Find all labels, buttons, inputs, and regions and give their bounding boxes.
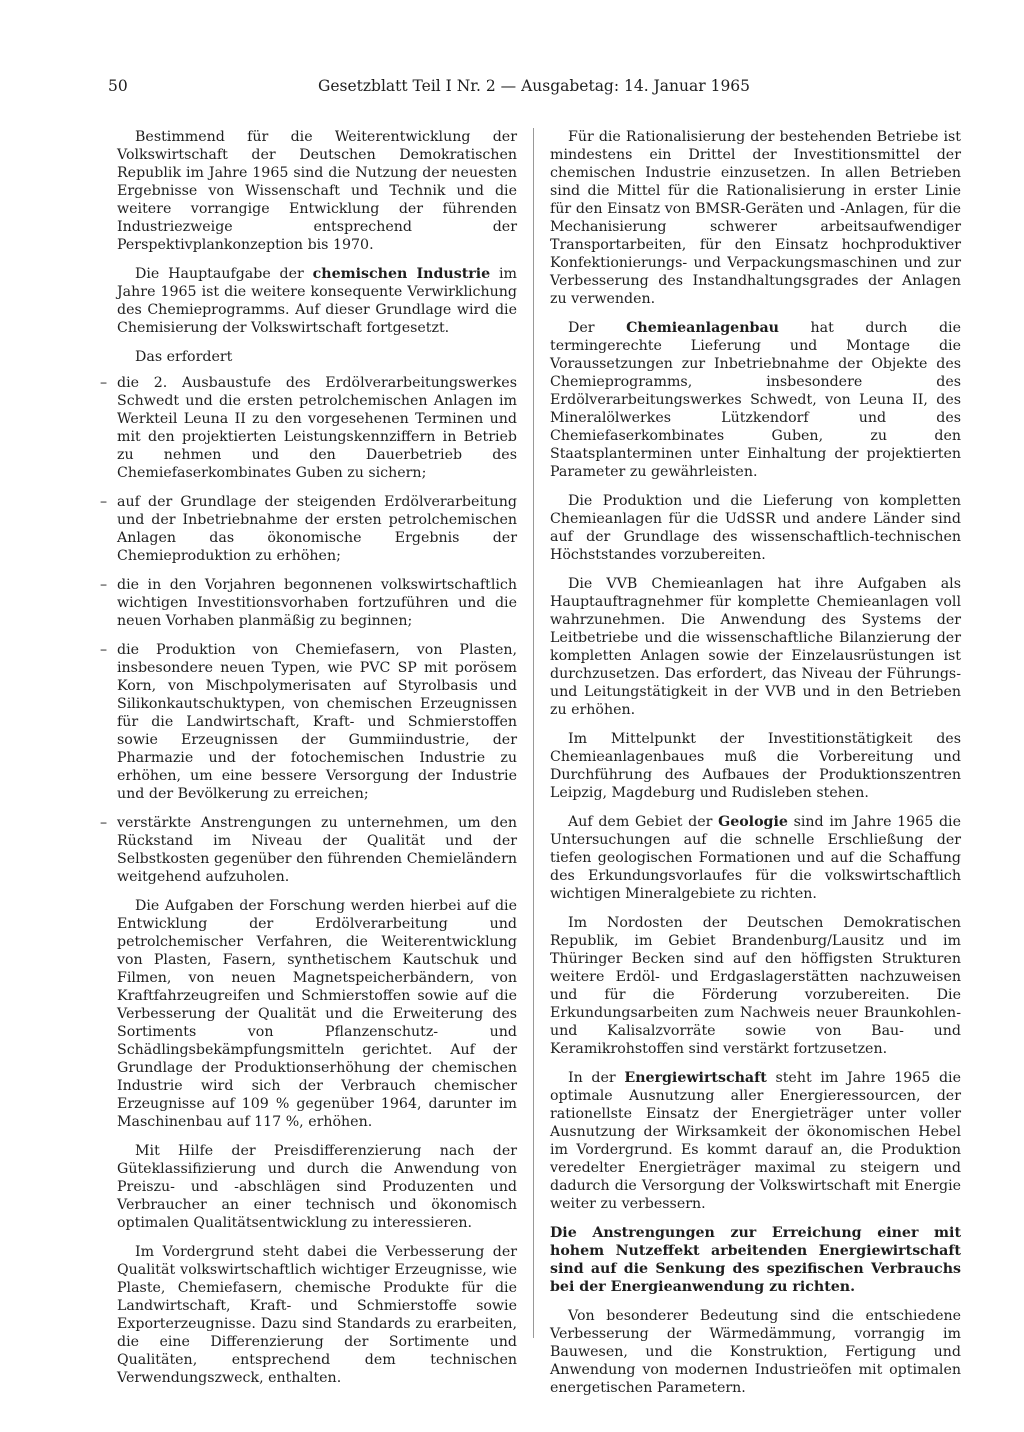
paragraph-geologie: Auf dem Gebiet der Geologie sind im Jahre 1965 die Untersuchungen auf die schnelle Erschließung der tiefen geologischen Formationen und auf die Schaffung des Erkundungsvorlaufes für die volkswirtschaftlich wichtigen Mineralgebiete zu richten.	[550, 814, 961, 902]
paragraph-intro-list: Das erfordert	[135, 349, 233, 365]
paragraph: Im Vordergrund steht dabei die Verbesserung der Qualität volkswirtschaftlich wichtiger Erzeugnisse, wie Plaste, Chemiefasern, chemische Produkte für die Landwirtschaft, Kraft- und Schmierstoffe sowie Exporterzeugnisse. Dazu sind Standards zu erarbeiten, die eine Differenzierung der Sortimente und Qualitäten, entsprechend dem technischen Verwendungszweck, enthalten.	[117, 1244, 517, 1386]
keyword-energiewirtschaft: Energiewirtschaft	[624, 1070, 767, 1086]
paragraph: Im Mittelpunkt der Investitionstätigkeit des Chemieanlagenbaues muß die Vorbereitung und Durchführung des Aufbaues der Produktionszentren Leipzig, Magdeburg und Rudisleben stehen.	[550, 731, 961, 801]
keyword-geologie: Geologie	[718, 814, 788, 830]
list-item: – die in den Vorjahren begonnenen volkswirtschaftlich wichtigen Investitionsvorhaben fortzuführen und die neuen Vorhaben planmäßig zu beginnen;	[117, 576, 517, 630]
list-item: – die Produktion von Chemiefasern, von Plasten, insbesondere neuen Typen, wie PVC SP mit porösem Korn, von Mischpolymerisaten auf Styrolbasis und Silikonkautschuktypen, von chemischen Erzeugnissen für die Landwirtschaft, Kraft- und Schmierstoffen sowie Erzeugnissen der Gummiindustrie, der Pharmazie und der fotochemischen Industrie zu erhöhen, um eine bessere Versorgung der Industrie und der Bevölkerung zu erreichen;	[117, 641, 517, 803]
keyword-chemieanlagenbau: Chemieanlagenbau	[626, 320, 779, 336]
page-header	[108, 73, 960, 99]
page-number: 50	[108, 77, 128, 95]
paragraph: Bestimmend für die Weiterentwicklung der Volkswirtschaft der Deutschen Demokratischen Republik im Jahre 1965 sind die Nutzung der neuesten Ergebnisse von Wissenschaft und Technik und die weitere vorrangige Entwicklung der führenden Industriezweige entsprechend der Perspektivplankonzeption bis 1970.	[117, 129, 517, 253]
list-item: – verstärkte Anstrengungen zu unternehmen, um den Rückstand im Niveau der Qualität und der Selbstkosten gegenüber den führenden Chemieländern weitgehend aufzuholen.	[117, 814, 517, 886]
paragraph: Von besonderer Bedeutung sind die entschiedene Verbesserung der Wärmedämmung, vorrangig im Bauwesen, und die Konstruktion, Fertigung und Anwendung von modernen Industrieöfen mit optimalen energetischen Parametern.	[550, 1308, 961, 1396]
list-item: – die 2. Ausbaustufe des Erdölverarbeitungswerkes Schwedt und die ersten petrolchemischen Anlagen im Werkteil Leuna II zu den vorgesehenen Terminen und mit den projektierten Leistungskennziffern in Betrieb zu nehmen und den Dauerbetrieb des Chemiefaserkombinates Guben zu sichern;	[117, 374, 517, 482]
paragraph-chemical-industry: Die Hauptaufgabe der chemischen Industrie im Jahre 1965 ist die weitere konsequente Verwirklichung des Chemieprogramms. Auf dieser Grundlage wird die Chemisierung der Volkswirtschaft fortgesetzt.	[117, 266, 517, 336]
paragraph: Die VVB Chemieanlagen hat ihre Aufgaben als Hauptauftragnehmer für komplette Chemieanlagen voll wahrzunehmen. Die Anwendung des Systems der Leitbetriebe und die wissenschaftliche Bilanzierung der kompletten Anlagen sowie der Einzelausrüstungen ist durchzusetzen. Das erfordert, das Niveau der Führungs- und Leitungstätigkeit in der VVB und in den Betrieben zu erhöhen.	[550, 576, 961, 718]
paragraph: Die Aufgaben der Forschung werden hierbei auf die Entwicklung der Erdölverarbeitung und petrolchemischer Verfahren, die Weiterentwicklung von Plasten, Fasern, synthetischem Kautschuk und Filmen, von neuen Magnetspeicherbändern, von Kraftfahrzeugreifen und Schmierstoffen sowie auf die Verbesserung der Qualität und die Erweiterung des Sortiments von Pflanzenschutz- und Schädlingsbekämpfungsmitteln gerichtet. Auf der Grundlage der Produktionserhöhung der chemischen Industrie wird sich der Verbrauch chemischer Erzeugnisse auf 109 % gegenüber 1964, darunter im Maschinenbau auf 117 %, erhöhen.	[117, 898, 517, 1130]
paragraph-bold-statement: Die Anstrengungen zur Erreichung einer mit hohem Nutzeffekt arbeitenden Energiewirtschaft sind auf die Senkung des spezifischen Verbrauchs bei der Energieanwendung zu richten.	[550, 1225, 961, 1295]
keyword-chemische-industrie: chemischen Industrie	[312, 266, 491, 282]
paragraph: Die Produktion und die Lieferung von kompletten Chemieanlagen für die UdSSR und andere Länder sind auf der Grundlage des wissenschaftlich-technischen Höchststandes vorzubereiten.	[550, 493, 961, 563]
list-item: – auf der Grundlage der steigenden Erdölverarbeitung und der Inbetriebnahme der ersten petrolchemischen Anlagen das ökonomische Ergebnis der Chemieproduktion zu erhöhen;	[117, 493, 517, 565]
requirements-list	[117, 374, 517, 886]
paragraph: Für die Rationalisierung der bestehenden Betriebe ist mindestens ein Drittel der Investitionsmittel der chemischen Industrie einzusetzen. In allen Betrieben sind die Mittel für die Rationalisierung in erster Linie für den Einsatz von BMSR-Geräten und -Anlagen, für die Mechanisierung schwerer arbeitsaufwendiger Transportarbeiten, für den Einsatz hochproduktiver Konfektionierungs- und Verpackungsmaschinen und zur Verbesserung des Instandhaltungsgrades der Anlagen zu verwenden.	[550, 129, 961, 307]
right-column	[550, 128, 961, 1397]
paragraph: Mit Hilfe der Preisdifferenzierung nach der Güteklassifizierung und durch die Anwendung von Preiszu- und -abschlägen sind Produzenten und Verbraucher an einer technisch und ökonomisch optimalen Qualitätsentwicklung zu interessieren.	[117, 1143, 517, 1231]
left-column	[117, 128, 517, 1387]
paragraph: Im Nordosten der Deutschen Demokratischen Republik, im Gebiet Brandenburg/Lausitz und im Thüringer Becken sind auf den höffigsten Strukturen weitere Erdöl- und Erdgaslagerstätten nachzuweisen und für die Förderung vorzubereiten. Die Erkundungsarbeiten zum Nachweis neuer Braunkohlen- und Kalisalzvorräte sowie von Bau- und Keramikrohstoffen sind verstärkt fortzusetzen.	[550, 915, 961, 1057]
running-title: Gesetzblatt Teil I Nr. 2 — Ausgabetag: 14. Januar 1965	[317, 77, 751, 95]
paragraph-energiewirtschaft: In der Energiewirtschaft steht im Jahre 1965 die optimale Ausnutzung aller Energieressourcen, der rationellste Einsatz der Energieträger unter voller Ausnutzung der Wirksamkeit der ökonomischen Hebel im Vordergrund. Es kommt darauf an, die Produktion veredelter Energieträger maximal zu steigern und dadurch die Versorgung der Volkswirtschaft mit Energie weiter zu verbessern.	[550, 1070, 961, 1212]
paragraph-chemieanlagenbau: Der Chemieanlagenbau hat durch die termingerechte Lieferung und Montage die Voraussetzungen zur Inbetriebnahme der Objekte des Chemieprogramms, insbesondere des Erdölverarbeitungswerkes Schwedt, von Leuna II, des Mineralölwerkes Lützkendorf und des Chemiefaserkombinates Guben, zu den Staatsplanterminen unter Einhaltung der projektierten Parameter zu gewährleisten.	[550, 320, 961, 480]
column-divider	[533, 128, 534, 1338]
